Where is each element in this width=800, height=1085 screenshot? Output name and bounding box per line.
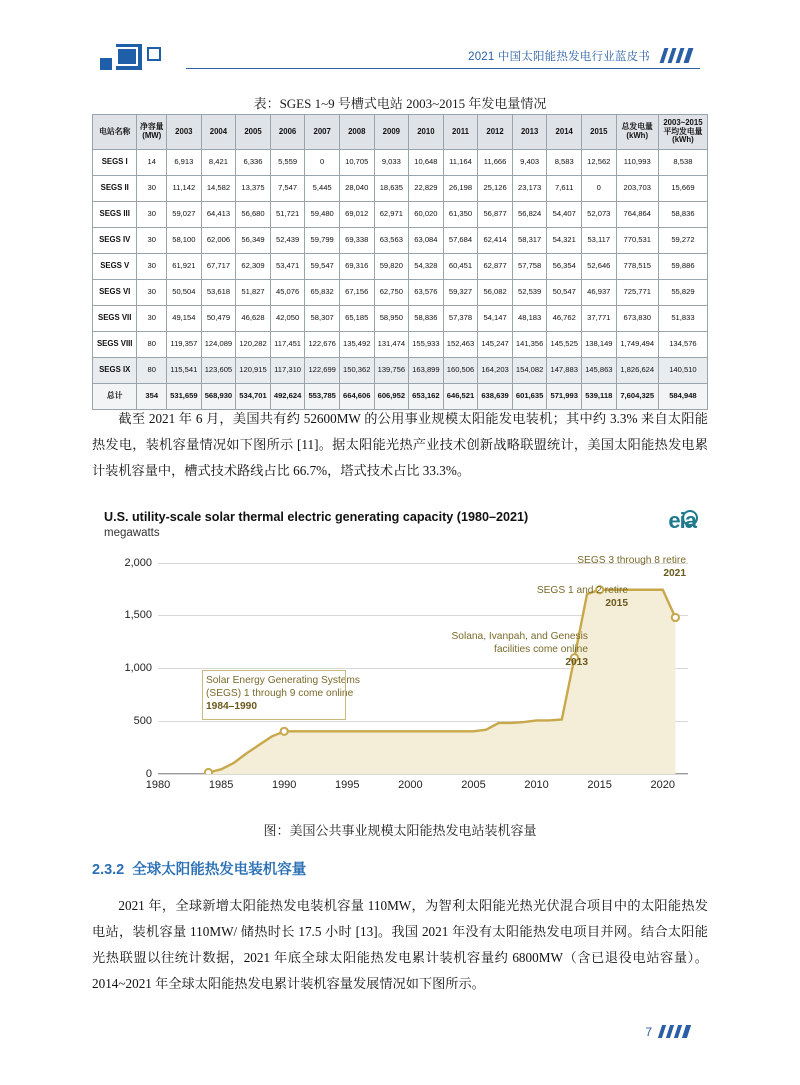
table-header-cell: 2003~2015 平均发电量 (kWh)	[658, 115, 707, 150]
table-cell: SEGS V	[93, 254, 137, 280]
chart-annotation-date: 2021	[663, 568, 686, 579]
table-cell: 52,439	[270, 228, 305, 254]
table-cell: 539,118	[582, 384, 617, 410]
table-cell: 57,378	[443, 306, 478, 332]
table-cell: 50,547	[547, 280, 582, 306]
table-cell: 30	[137, 306, 167, 332]
table-header-cell: 2006	[270, 115, 305, 150]
table-cell: 59,886	[658, 254, 707, 280]
chart-annotation-box	[202, 670, 346, 720]
table-cell: 15,669	[658, 176, 707, 202]
table-cell: 119,357	[167, 332, 202, 358]
chart-annotation: SEGS 3 through 8 retire 2021	[577, 555, 686, 579]
table-header-cell: 2003	[167, 115, 202, 150]
table-cell: 163,899	[409, 358, 444, 384]
table-cell: 57,684	[443, 228, 478, 254]
table-head	[93, 115, 708, 150]
table-cell: 59,820	[374, 254, 409, 280]
table-header-row	[93, 115, 708, 150]
table-cell: 131,474	[374, 332, 409, 358]
chart-subtitle: megawatts	[104, 527, 160, 539]
table-cell: 62,877	[478, 254, 513, 280]
table-cell: 30	[137, 280, 167, 306]
table-cell: 53,618	[201, 280, 236, 306]
table-row	[93, 254, 708, 280]
chart-y-tick-label: 0	[145, 768, 152, 780]
table-cell: 63,563	[374, 228, 409, 254]
table-cell: 354	[137, 384, 167, 410]
table-cell: 59,480	[305, 202, 340, 228]
table-cell: 28,040	[339, 176, 374, 202]
generation-table	[92, 114, 708, 410]
table-cell: 56,349	[236, 228, 271, 254]
table-cell: 46,628	[236, 306, 271, 332]
table-cell: 59,327	[443, 280, 478, 306]
table-row	[93, 306, 708, 332]
chart-annotation-date: 2015	[605, 598, 628, 609]
chart-y-tick-label: 2,000	[124, 556, 152, 569]
table-cell: 1,826,624	[616, 358, 658, 384]
table-cell: 61,350	[443, 202, 478, 228]
table-cell: 664,606	[339, 384, 374, 410]
table-cell: 80	[137, 358, 167, 384]
brand-logo-icon	[100, 44, 172, 74]
chart-y-tick-label: 1,500	[124, 609, 152, 622]
table-cell: 584,948	[658, 384, 707, 410]
table-cell: 122,676	[305, 332, 340, 358]
table-cell: 57,758	[512, 254, 547, 280]
table-cell: 65,185	[339, 306, 374, 332]
table-cell: 52,073	[582, 202, 617, 228]
table-cell: 531,659	[167, 384, 202, 410]
table-row	[93, 332, 708, 358]
table-cell: 51,721	[270, 202, 305, 228]
table-cell: 117,310	[270, 358, 305, 384]
chart-annotation: Solana, Ivanpah, and Genesis facilities come online 2013	[451, 631, 588, 668]
table-cell: 59,027	[167, 202, 202, 228]
table-cell: 152,463	[443, 332, 478, 358]
table-cell: 14,582	[201, 176, 236, 202]
table-cell: 110,993	[616, 150, 658, 176]
chart-x-tick-label: 2005	[461, 779, 486, 791]
table-cell: 62,006	[201, 228, 236, 254]
table-cell: 154,082	[512, 358, 547, 384]
header-title: 2021 中国太阳能热发电行业蓝皮书	[468, 51, 650, 63]
table-header-cell: 2011	[443, 115, 478, 150]
table-cell: 80	[137, 332, 167, 358]
table-cell: 55,829	[658, 280, 707, 306]
table-cell: 56,877	[478, 202, 513, 228]
table-cell: 646,521	[443, 384, 478, 410]
paragraph-us-capacity: 截至 2021 年 6 月，美国共有约 52600MW 的公用事业规模太阳能发电装机；其中约 3.3% 来自太阳能热发电，装机容量情况如下图所示 [11]。据太阳能光热产业技术创新战略联盟统计，美国太阳能热发电累计装机容量中，槽式技术路线占比 66.7%，塔式技术占比 33.3%。	[92, 411, 708, 478]
table-cell: 22,829	[409, 176, 444, 202]
table-cell: 52,646	[582, 254, 617, 280]
chart-x-tick-label: 2020	[650, 779, 675, 791]
table-cell: 11,142	[167, 176, 202, 202]
table-cell: 63,084	[409, 228, 444, 254]
table-cell: 145,525	[547, 332, 582, 358]
table-cell: 117,451	[270, 332, 305, 358]
table-cell: 58,950	[374, 306, 409, 332]
table-row	[93, 150, 708, 176]
table-cell: 5,559	[270, 150, 305, 176]
table-row	[93, 202, 708, 228]
table-cell: 8,538	[658, 150, 707, 176]
table-cell: 62,414	[478, 228, 513, 254]
chart-y-tick-label: 1,000	[124, 662, 152, 675]
chart-title: U.S. utility-scale solar thermal electric generating capacity (1980–2021)	[104, 510, 529, 524]
table-cell: 67,717	[201, 254, 236, 280]
table-cell: 8,421	[201, 150, 236, 176]
table-cell: SEGS IV	[93, 228, 137, 254]
table-cell: 54,407	[547, 202, 582, 228]
table-cell: 52,539	[512, 280, 547, 306]
table-cell: 141,356	[512, 332, 547, 358]
table-cell: 25,126	[478, 176, 513, 202]
table-cell: 30	[137, 228, 167, 254]
chart-x-tick-label: 1990	[271, 779, 297, 791]
table-header-cell: 2005	[236, 115, 271, 150]
table-cell: 26,198	[443, 176, 478, 202]
table-cell: 8,583	[547, 150, 582, 176]
chart-annotation: SEGS 1 and 2 retire 2015	[536, 585, 628, 609]
table-cell: 571,993	[547, 384, 582, 410]
table-cell: 11,164	[443, 150, 478, 176]
page-footer	[645, 1025, 700, 1039]
table-cell: 145,247	[478, 332, 513, 358]
table-cell: 653,162	[409, 384, 444, 410]
table-header-cell: 2004	[201, 115, 236, 150]
table-cell: 6,336	[236, 150, 271, 176]
table-cell: 49,154	[167, 306, 202, 332]
table-cell: 53,471	[270, 254, 305, 280]
table-cell: 54,147	[478, 306, 513, 332]
table-cell: 46,937	[582, 280, 617, 306]
table-cell: 23,173	[512, 176, 547, 202]
table-cell: 150,362	[339, 358, 374, 384]
table-cell: 59,272	[658, 228, 707, 254]
table-cell: 30	[137, 176, 167, 202]
chart-annotation: Solar Energy Generating Systems (SEGS) 1 through 9 come online 1984–1990	[206, 675, 361, 712]
table-cell: 534,701	[236, 384, 271, 410]
table-cell: 164,203	[478, 358, 513, 384]
table-cell: 18,635	[374, 176, 409, 202]
table-cell: 51,827	[236, 280, 271, 306]
table-cell: 7,611	[547, 176, 582, 202]
table-body	[93, 150, 708, 410]
table-cell: 11,666	[478, 150, 513, 176]
table-cell: 1,749,494	[616, 332, 658, 358]
table-cell: 140,510	[658, 358, 707, 384]
section-number: 2.3.2	[92, 862, 125, 878]
page-number: 7	[645, 1025, 652, 1039]
table-cell: 65,832	[305, 280, 340, 306]
table-cell: SEGS IX	[93, 358, 137, 384]
table-cell: 764,864	[616, 202, 658, 228]
chart-gridline	[158, 774, 688, 775]
table-cell: SEGS VIII	[93, 332, 137, 358]
table-header-cell: 2012	[478, 115, 513, 150]
table-cell: 59,799	[305, 228, 340, 254]
table-cell: 134,576	[658, 332, 707, 358]
table-header-cell: 2008	[339, 115, 374, 150]
table-cell: SEGS III	[93, 202, 137, 228]
chart-x-tick-label: 2010	[524, 779, 549, 791]
chart-y-tick-label: 500	[133, 715, 152, 728]
table-cell: 122,699	[305, 358, 340, 384]
table-cell: 58,317	[512, 228, 547, 254]
table-cell: 50,504	[167, 280, 202, 306]
table-cell: 60,020	[409, 202, 444, 228]
table-cell: 64,413	[201, 202, 236, 228]
table-cell: 139,756	[374, 358, 409, 384]
table-cell: 51,833	[658, 306, 707, 332]
table-header-cell: 2014	[547, 115, 582, 150]
table-cell: 120,282	[236, 332, 271, 358]
table-cell: SEGS VII	[93, 306, 137, 332]
table-cell: 135,492	[339, 332, 374, 358]
table-cell: 59,547	[305, 254, 340, 280]
table-cell: 9,033	[374, 150, 409, 176]
table-cell: 58,836	[658, 202, 707, 228]
table-cell: 58,307	[305, 306, 340, 332]
chart-annotation-date: 1984–1990	[206, 701, 257, 712]
table-cell: 155,933	[409, 332, 444, 358]
figure-caption: 图：美国公共事业规模太阳能热发电站装机容量	[263, 823, 537, 838]
table-cell: 53,117	[582, 228, 617, 254]
table-cell: 56,354	[547, 254, 582, 280]
table-cell: 48,183	[512, 306, 547, 332]
table-cell: SEGS II	[93, 176, 137, 202]
table-cell: 10,648	[409, 150, 444, 176]
table-header-cell: 2007	[305, 115, 340, 150]
table-cell: 62,750	[374, 280, 409, 306]
chart-x-tick-label: 2000	[398, 779, 423, 791]
table-cell: 42,050	[270, 306, 305, 332]
table-cell: 30	[137, 202, 167, 228]
table-cell: 56,824	[512, 202, 547, 228]
table-header-cell: 2015	[582, 115, 617, 150]
generation-table-wrapper	[92, 114, 708, 410]
table-cell: 62,309	[236, 254, 271, 280]
table-cell: 606,952	[374, 384, 409, 410]
table-cell: 568,930	[201, 384, 236, 410]
chart-x-tick-label: 1995	[335, 779, 360, 791]
table-cell: 12,562	[582, 150, 617, 176]
table-cell: 5,445	[305, 176, 340, 202]
table-row	[93, 280, 708, 306]
table-row	[93, 228, 708, 254]
chart-x-tick-label: 2015	[587, 779, 612, 791]
table-cell: 9,403	[512, 150, 547, 176]
table-cell: 60,451	[443, 254, 478, 280]
table-header-cell: 净容量 (MW)	[137, 115, 167, 150]
table-header-cell: 2010	[409, 115, 444, 150]
header-divider	[186, 68, 700, 69]
table-row	[93, 176, 708, 202]
table-caption: 表：SGES 1~9 号槽式电站 2003~2015 年发电量情况	[253, 96, 547, 111]
table-cell: 13,375	[236, 176, 271, 202]
table-cell: 45,076	[270, 280, 305, 306]
table-cell: 67,156	[339, 280, 374, 306]
table-cell: 160,506	[443, 358, 478, 384]
chart-figure	[100, 500, 700, 810]
table-cell: 0	[582, 176, 617, 202]
footer-stripes-icon	[658, 1025, 700, 1039]
table-cell: 145,863	[582, 358, 617, 384]
paragraph-global-capacity: 2021 年，全球新增太阳能热发电装机容量 110MW，为智利太阳能光热光伏混合项目中的太阳能热发电站，装机容量 110MW/ 储热时长 17.5 小时 [13]。我国 2021 年没有太阳能热发电项目并网。结合太阳能光热联盟以往统计数据，2021 年底全球太阳能热发电累计装机容量约 6800MW（含已退役电站容量）。2014~2021 年全球太阳能热发电累计装机容量发展情况如下图所示。	[92, 898, 708, 991]
chart-x-tick-label: 1980	[145, 779, 171, 791]
table-header-cell: 2009	[374, 115, 409, 150]
table-cell: 120,915	[236, 358, 271, 384]
table-cell: 638,639	[478, 384, 513, 410]
table-cell: 7,547	[270, 176, 305, 202]
table-cell: 0	[305, 150, 340, 176]
table-cell: 6,913	[167, 150, 202, 176]
chart-x-tick-label: 1985	[208, 779, 234, 791]
table-cell: 203,703	[616, 176, 658, 202]
table-cell: 553,785	[305, 384, 340, 410]
eia-logo-icon: eia	[668, 508, 696, 533]
page-header	[100, 44, 700, 78]
table-cell: 601,635	[512, 384, 547, 410]
table-cell: 14	[137, 150, 167, 176]
table-cell: 147,883	[547, 358, 582, 384]
chart-plot-area	[124, 552, 688, 791]
table-cell: 50,479	[201, 306, 236, 332]
table-header-cell: 总发电量 (kWh)	[616, 115, 658, 150]
table-cell: 123,605	[201, 358, 236, 384]
table-cell: 115,541	[167, 358, 202, 384]
table-cell: 30	[137, 254, 167, 280]
table-cell: 58,836	[409, 306, 444, 332]
table-cell: 10,705	[339, 150, 374, 176]
table-cell: 492,624	[270, 384, 305, 410]
table-cell: 58,100	[167, 228, 202, 254]
table-header-cell: 2013	[512, 115, 547, 150]
header-stripes-icon	[658, 48, 700, 64]
table-cell: SEGS I	[93, 150, 137, 176]
table-cell: 56,680	[236, 202, 271, 228]
table-cell: 770,531	[616, 228, 658, 254]
table-cell: 725,771	[616, 280, 658, 306]
table-row	[93, 358, 708, 384]
table-cell: 总计	[93, 384, 137, 410]
table-cell: 37,771	[582, 306, 617, 332]
table-cell: 54,321	[547, 228, 582, 254]
table-cell: 46,762	[547, 306, 582, 332]
table-cell: SEGS VI	[93, 280, 137, 306]
table-cell: 138,149	[582, 332, 617, 358]
table-cell: 56,082	[478, 280, 513, 306]
table-cell: 69,338	[339, 228, 374, 254]
table-cell: 69,316	[339, 254, 374, 280]
chart-annotation-date: 2013	[565, 657, 588, 668]
table-cell: 778,515	[616, 254, 658, 280]
table-cell: 7,604,325	[616, 384, 658, 410]
table-cell: 54,328	[409, 254, 444, 280]
section-heading	[92, 858, 306, 879]
table-header-cell: 电站名称	[93, 115, 137, 150]
table-cell: 63,576	[409, 280, 444, 306]
table-cell: 673,830	[616, 306, 658, 332]
section-title: 全球太阳能热发电装机容量	[132, 862, 307, 878]
table-cell: 62,971	[374, 202, 409, 228]
table-cell: 61,921	[167, 254, 202, 280]
table-cell: 69,012	[339, 202, 374, 228]
table-cell: 124,089	[201, 332, 236, 358]
